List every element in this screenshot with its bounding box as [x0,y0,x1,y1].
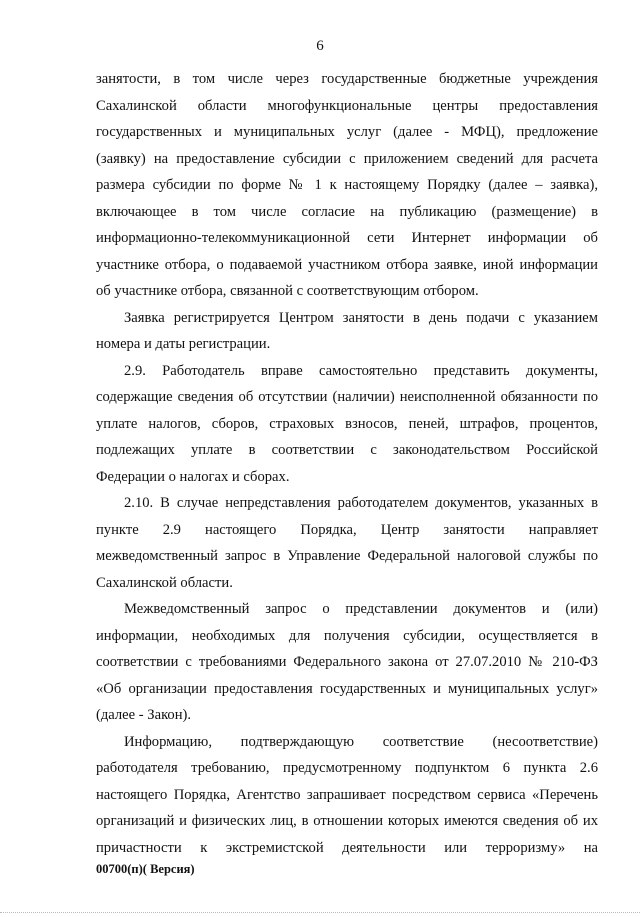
text-line: содержащие сведения об отсутствии (наличии) неисполненной обязанности по [96,389,598,405]
text-line: информационно-телекоммуникационной сети Интернет информации об [96,230,598,246]
text-line: Федерации о налогах и сборах. [96,468,290,485]
text-line: размера субсидии по форме № 1 к настоящему Порядку (далее – заявка), [96,177,598,193]
text-line: (далее - Закон). [96,707,192,723]
page-number: 6 [316,38,324,54]
text-line: Сахалинской области многофункциональные центры предоставления [96,97,598,114]
text-line: 2.10. В случае непредставления работодателем документов, указанных в [124,495,598,511]
text-line: Межведомственный запрос о представлении документов и (или) [124,601,598,617]
text-line: причастности к экстремистской деятельности или терроризму» на [96,839,598,856]
text-line: пункте 2.9 настоящего Порядка, Центр занятости направляет [96,521,598,538]
text-line: организаций и физических лиц, в отношении которых имеются сведения об их [96,813,598,829]
text-line: информации, необходимых для получения субсидии, осуществляется в [96,627,598,644]
text-line: Заявка регистрируется Центром занятости в день подачи с указанием [124,309,598,326]
text-line: соответствии с требованиями Федерального закона от 27.07.2010 № 210-ФЗ [96,654,598,670]
text-line: 2.9. Работодатель вправе самостоятельно представить документы, [124,362,598,379]
bottom-dotted-rule [0,912,640,913]
text-line: настоящего Порядка, Агентство запрашивает посредством сервиса «Перечень [96,786,598,803]
text-line: Информацию, подтверждающую соответствие (несоответствие) [124,733,598,750]
text-line: Сахалинской области. [96,574,233,591]
text-line: «Об организации предоставления государственных и муниципальных услуг» [96,680,598,697]
text-line: подлежащих уплате в соответствии с законодательством Российской [96,442,598,458]
text-line: межведомственный запрос в Управление Федеральной налоговой службы по [96,548,598,564]
text-line: об участнике отбора, связанной с соответствующим отбором. [96,283,479,299]
document-body [96,66,598,861]
text-line: номера и даты регистрации. [96,336,271,352]
text-line: работодателя требованию, предусмотренному подпунктом 6 пункта 2.6 [96,760,598,776]
text-line: уплате налогов, сборов, страховых взносов, пеней, штрафов, процентов, [96,415,598,432]
text-line: участнике отбора, о подаваемой участником отбора заявке, иной информации [96,256,598,273]
text-line: занятости, в том числе через государственные бюджетные учреждения [96,71,598,87]
document-footer-code: 00700(п)( Версия) [96,862,195,876]
text-line: государственных и муниципальных услуг (далее - МФЦ), предложение [96,124,598,140]
text-line: (заявку) на предоставление субсидии с приложением сведений для расчета [96,150,598,167]
text-line: включающее в том числе согласие на публикацию (размещение) в [96,203,598,220]
